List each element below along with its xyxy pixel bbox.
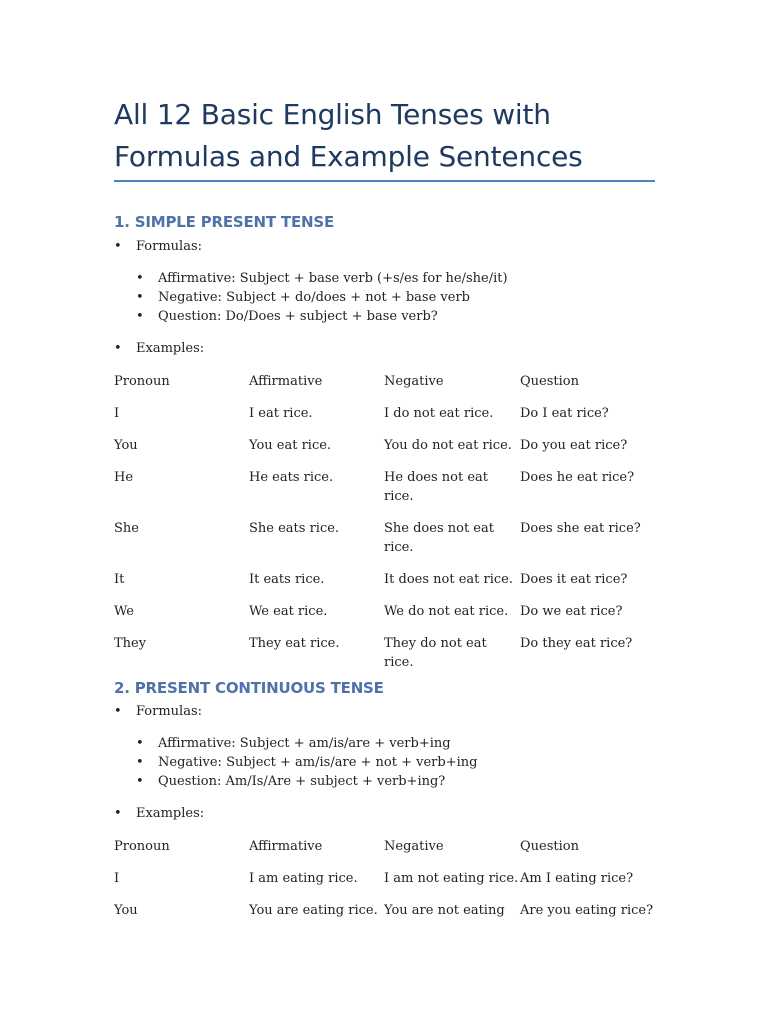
table-row xyxy=(114,404,656,436)
table-cell: I do not eat rice. xyxy=(384,406,494,421)
table-cell: She eats rice. xyxy=(249,521,340,536)
bullet-icon: • xyxy=(136,736,144,751)
table-row xyxy=(114,519,656,570)
table-cell: They do not eat rice. xyxy=(384,636,487,670)
table-cell: Does she eat rice? xyxy=(520,521,641,536)
bullet-icon: • xyxy=(136,271,144,286)
table-cell: You xyxy=(114,438,138,453)
table-cell: Does it eat rice? xyxy=(520,572,628,587)
table-cell: It eats rice. xyxy=(249,572,325,587)
table-cell: Do we eat rice? xyxy=(520,604,623,619)
bullet-icon: • xyxy=(114,341,122,356)
table-cell: He does not eat rice. xyxy=(384,470,489,504)
table-cell: Are you eating rice? xyxy=(520,903,654,918)
table-cell: He eats rice. xyxy=(249,470,334,485)
table-header-cell: Negative xyxy=(384,374,444,389)
table-cell: It xyxy=(114,572,125,587)
table-cell: You eat rice. xyxy=(249,438,332,453)
bullet-icon: • xyxy=(114,704,122,719)
table-header-cell: Question xyxy=(520,839,579,854)
table-cell: You are not eating xyxy=(384,903,505,918)
bullet-icon: • xyxy=(136,755,144,770)
table-cell: You are eating rice. xyxy=(249,903,378,918)
table-cell: Do they eat rice? xyxy=(520,636,633,651)
bullet-icon: • xyxy=(114,239,122,254)
document-title: All 12 Basic English Tenses with Formulas and Example Sentences xyxy=(114,98,583,173)
table-cell: They eat rice. xyxy=(249,636,340,651)
table-cell: We xyxy=(114,604,134,619)
table-header-cell: Pronoun xyxy=(114,839,170,854)
table-cell: I eat rice. xyxy=(249,406,313,421)
table-header-row xyxy=(114,837,656,869)
table-cell: You xyxy=(114,903,138,918)
table-cell: Does he eat rice? xyxy=(520,470,635,485)
table-cell: Am I eating rice? xyxy=(520,871,634,886)
table-cell: Do I eat rice? xyxy=(520,406,609,421)
table-cell: It does not eat rice. xyxy=(384,572,513,587)
table-cell: She xyxy=(114,521,139,536)
table-row xyxy=(114,634,656,685)
table-row xyxy=(114,602,656,634)
table-header-cell: Question xyxy=(520,374,579,389)
bullet-icon: • xyxy=(136,309,144,324)
table-cell: He xyxy=(114,470,134,485)
table-cell: They xyxy=(114,636,147,651)
examples-table xyxy=(114,837,656,933)
table-header-cell: Affirmative xyxy=(249,839,323,854)
table-cell: She does not eat rice. xyxy=(384,521,494,555)
table-cell: You do not eat rice. xyxy=(384,438,512,453)
table-cell: Do you eat rice? xyxy=(520,438,628,453)
table-row xyxy=(114,436,656,468)
table-cell: We eat rice. xyxy=(249,604,328,619)
table-row xyxy=(114,901,656,933)
bullet-icon: • xyxy=(136,290,144,305)
table-row xyxy=(114,869,656,901)
section-heading: 1. SIMPLE PRESENT TENSE xyxy=(114,213,335,231)
table-header-cell: Negative xyxy=(384,839,444,854)
table-header-cell: Affirmative xyxy=(249,374,323,389)
bullet-icon: • xyxy=(136,774,144,789)
table-header-row xyxy=(114,372,656,404)
examples-table xyxy=(114,372,656,685)
bullet-icon: • xyxy=(114,806,122,821)
table-header-cell: Pronoun xyxy=(114,374,170,389)
table-row xyxy=(114,468,656,519)
table-cell: I am not eating rice. xyxy=(384,871,519,886)
table-cell: We do not eat rice. xyxy=(384,604,509,619)
section-heading: 2. PRESENT CONTINUOUS TENSE xyxy=(114,679,384,697)
table-row xyxy=(114,570,656,602)
table-cell: I am eating rice. xyxy=(249,871,358,886)
title-underline xyxy=(114,180,655,182)
table-cell: I xyxy=(114,871,120,886)
table-cell: I xyxy=(114,406,120,421)
